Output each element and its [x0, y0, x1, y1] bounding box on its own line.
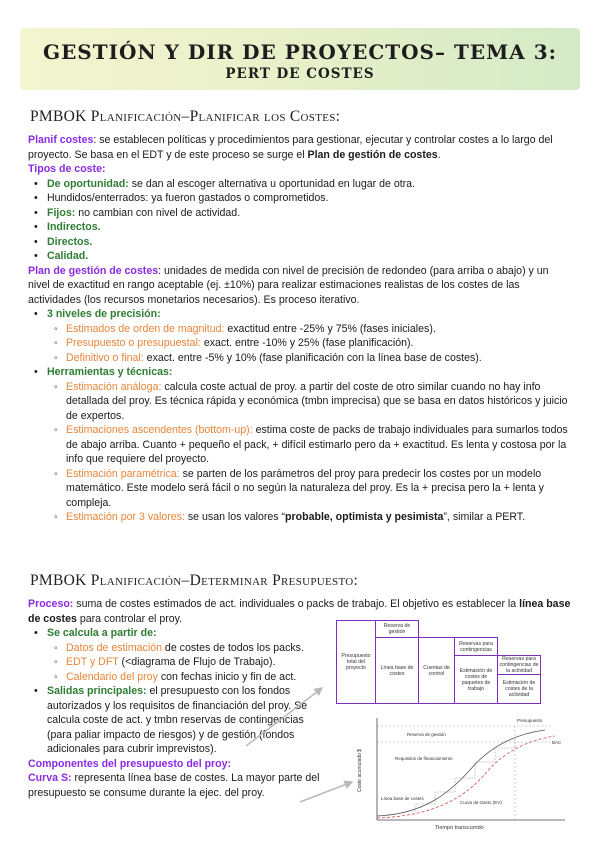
list-item: ◦ Estimaciones ascendentes (bottom-up): estima coste de packs de trabajo individuales para sumarlos todos de abajo arriba. Cuanto + pequeño el pack, + difícil estimarlo pero da + exactitud. Es lenta y costosa por la info que requiere del proyecto. — [28, 423, 573, 467]
list-item: • Calidad. — [28, 249, 573, 264]
intro-term: Planif costes — [28, 134, 94, 146]
list-item: ◦ Calendario del proy con fechas inicio y fin de act. — [28, 670, 324, 685]
diagram-cell-estim-paquetes: Estimación de costes de paquetes de trabajo — [454, 655, 498, 704]
list-item: • Se calcula a partir de: ◦ Datos de estimación de costes de todos los packs. ◦ EDT y DFT (<diagrama de Flujo de Trabajo). ◦ Calendario del proy con fechas inicio y fin de act. — [28, 626, 324, 684]
page-title: GESTIÓN Y DIR DE PROYECTOS– TEMA 3: — [42, 40, 558, 64]
s-curve-chart — [355, 712, 575, 834]
arrow-to-diagram — [246, 688, 322, 746]
scurve-presupuesto: Presupuesto — [517, 718, 543, 723]
scurve-xlabel: Tiempo transcurrido — [435, 825, 484, 831]
section2-title: PMBOK Planificación–Determinar Presupuesto: — [30, 572, 359, 589]
diagram-cell-cuentas: Cuentas de control — [418, 637, 455, 704]
list-item: ◦ Estimación por 3 valores: se usan los valores “probable, optimista y pesimista”, similar a PERT. — [28, 510, 573, 525]
intro-paragraph: Planif costes: se establecen políticas y procedimientos para gestionar, ejecutar y controlar costes a lo largo del proyecto. Se basa en el EDT y de este proceso se surge el Plan de gestión de costes. — [28, 134, 553, 161]
diagram-cell-reservas-cont: Reservas para contingencias — [454, 637, 498, 656]
plan-paragraph: Plan de gestión de costes: unidades de medida con nivel de precisión de redondeo (para arriba o abajo) y un nivel de exactitud en rango aceptable (ej. ±10%) para realizar estimaciones realistas de los costes de las actividades (los recursos monetarios necesarios). Es proceso iterativo. — [28, 264, 549, 306]
diagram-cell-estim-act: Estimación de costes de la actividad — [497, 674, 541, 704]
list-item: • Salidas principales: el presupuesto con los fondos autorizados y los requisitos de financiación del proy. Se calcula coste de act. y tmbn reservas de contingencias (para paliar impacto de riesgos) y de gestión (fondos adicionales para cubrir imprevistos). — [28, 684, 324, 757]
scurve-base: Línea base de costes — [381, 796, 424, 801]
list-item: • Directos. — [28, 235, 573, 250]
list-item: ◦ Estimados de orden de magnitud: exactitud entre -25% y 75% (fases iniciales). — [28, 322, 573, 337]
list-item: ◦ Datos de estimación de costes de todos los packs. — [28, 641, 324, 656]
scurve-ylabel: Coste acumulado $ — [357, 748, 363, 792]
curva-paragraph: Curva S: representa línea base de costes. La mayor parte del presupuesto se consume durante la ejec. del proy. — [28, 772, 320, 799]
list-item: ◦ Estimación análoga: calcula coste actual de proy. a partir del coste de otro similar cuando no hay info detallada del proy. Es técnica rápida y económica (tmbn imprecisa) que se basa en datos históricos y juicio de expertos. — [28, 380, 573, 424]
scurve-reserva: Reserva de gestión — [407, 732, 446, 737]
list-item: • De oportunidad: se dan al escoger alternativa u oportunidad en lugar de otra. — [28, 177, 573, 192]
scurve-ev: Curva de Gasto (EV) — [460, 800, 502, 805]
diagram-cell-linea-base: Línea base de costes — [375, 637, 419, 704]
scurve-financiacion: Requisitos de financiamiento — [395, 756, 453, 761]
scurve-bac: BAC — [552, 740, 562, 745]
page-subtitle: PERT DE COSTES — [225, 66, 375, 82]
componentes-title: Componentes del presupuesto del proy: — [28, 757, 232, 770]
list-item: • 3 niveles de precisión: ◦ Estimados de orden de magnitud: exactitud entre -25% y 75% (fases iniciales). ◦ Presupuesto o presupuestal: exact. entre -10% y 25% (fase planificación). ◦ Definitivo o final: exact. entre -5% y 10% (fase planificación con la línea base de costes). — [28, 307, 573, 365]
list-item: • Fijos: no cambian con nivel de actividad. — [28, 206, 573, 221]
list-item: ◦ EDT y DFT (<diagrama de Flujo de Trabajo). — [28, 655, 324, 670]
proceso-paragraph: Proceso: suma de costes estimados de act. individuales o packs de trabajo. El objetivo es establecer la línea base de costes para controlar el proy. — [28, 598, 571, 625]
section1-title: PMBOK Planificación–Planificar los Costes: — [30, 108, 341, 125]
tipos-title: Tipos de coste: — [28, 163, 106, 175]
diagram-cell-total: Presupuesto total del proyecto — [336, 620, 376, 704]
diagram-cell-reserva-gestion: Reserva de gestión — [375, 620, 419, 638]
list-item: ◦ Definitivo o final: exact. entre -5% y 10% (fase planificación con la línea base de costes). — [28, 351, 573, 366]
arrow-to-curve — [300, 782, 352, 802]
list-item: ◦ Presupuesto o presupuestal: exact. entre -10% y 25% (fase planificación). — [28, 336, 573, 351]
list-item: • Herramientas y técnicas: ◦ Estimación análoga: calcula coste actual de proy. a partir del coste de otro similar cuando no hay info detallada del proy. Es técnica rápida y económica (tmbn imprecisa) que se basa en datos históricos y juicio de expertos. ◦ Estimaciones ascendentes (bottom-up): estima coste de packs de trabajo individuales para sumarlos todos de abajo arriba. Cuanto + pequeño el pack, + difícil estimarlo pero da + exactitud. Es lenta y costosa por la info que requiere del proyecto. ◦ Estimación paramétrica: se parten de los parámetros del proy para predecir los costes por un modelo matemático. Este modelo será fácil o no según la naturaleza del proy. Es la + precisa pero la + lenta y compleja. ◦ Estimación por 3 valores: se usan los valores “probable, optimista y pesimista”, similar a PERT. — [28, 365, 573, 525]
list-item: ◦ Estimación paramétrica: se parten de los parámetros del proy para predecir los costes por un modelo matemático. Este modelo será fácil o no según la naturaleza del proy. Es la + precisa pero la + lenta y compleja. — [28, 467, 573, 511]
list-item: • Indirectos. — [28, 220, 573, 235]
list-item: • Hundidos/enterrados: ya fueron gastados o comprometidos. — [28, 191, 573, 206]
diagram-cell-reservas-act: Reservas para contingencias de la actividad — [497, 655, 541, 675]
